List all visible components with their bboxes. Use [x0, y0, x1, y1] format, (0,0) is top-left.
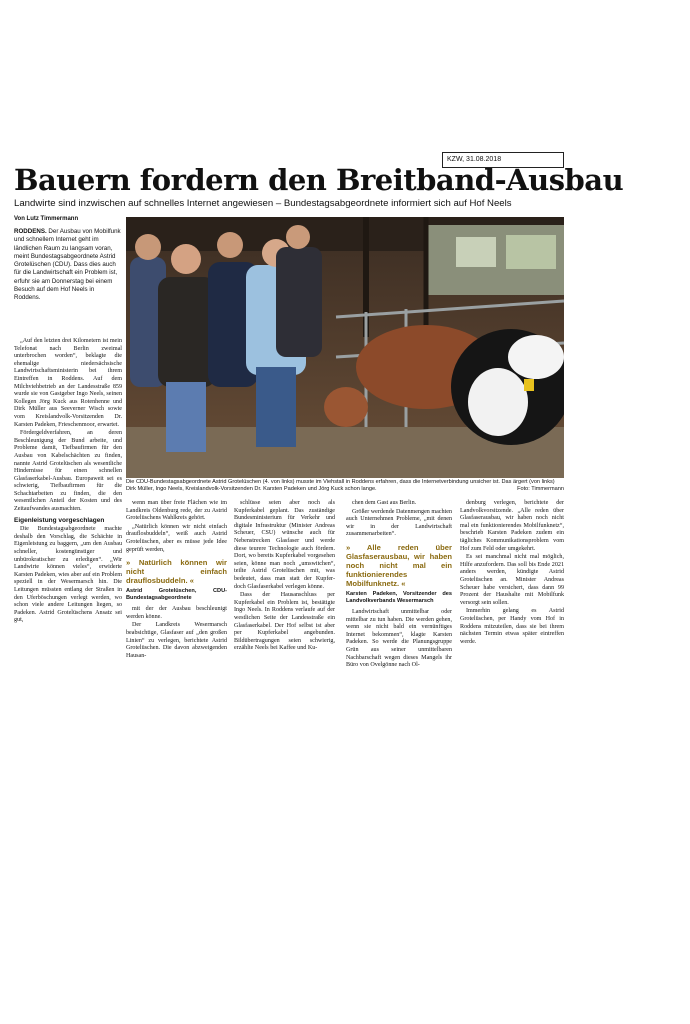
- paragraph: „Natürlich können wir nicht einfach drauflosbuddeln“, weiß auch Astrid Grotelüschen, aber es müsse jede Idee geprüft werden,: [126, 523, 227, 553]
- paragraph: Fördergeldverfahren, an deren Beschleunigung der Bund arbeite, und Probleme damit, Tiefbaufirmen für den Ausbau von Kabelschächten zu finden, nannte Astrid Grotelüschen als wesentliche Hindernisse für einen schnellen Glasfaserkabel-Ausbau. Europaweit sei es schwierig, Tiefbaufirmen für die Schachtarbeiten zu finden, die den wesentlichen Anteil der Kosten und des Zeitaufwandes ausmachten.: [14, 430, 122, 513]
- paragraph: Dass der Hausanschluss per Kupferkabel ein Problem ist, bestätigte Ingo Neels. In Roddens verlaufe auf der westlichen Seite der Landesstraße ein Glasfaserkabel. Der Hof selbst ist aber per Kupferkabel angebunden. Bildübertragungen seien schwierig, erzählte Neels bei Kaffee und Ku-: [234, 592, 335, 652]
- column-4: [346, 500, 452, 671]
- paragraph: Größer werdende Datenmengen machten auch Unternehmen Probleme, „mit denen wir in der Landwirtschaft zusammenarbeiten“.: [346, 508, 452, 538]
- lead-text: Der Ausbau von Mobilfunk und schnellem Internet geht im ländlichen Raum zu langsam voran, meint Bundestagsabgeordnete Astrid Grotelüschen (CDU). Dass dies auch für die Landwirtschaft ein Problem ist, erfuhr sie am Donnerstag bei einem Besuch auf dem Hof Neels in Roddens.: [14, 228, 121, 302]
- paragraph: denburg verlegen, berichtete der Landvolkvorsitzende. „Alle reden über Glasfaserausbau, wir haben noch nicht mal ein funktionierendes Mobilfunknetz“, beschrieb Karsten Padeken zudem ein tägliches Kommunikationsproblem vom Hof zum Feld oder umgekehrt.: [460, 500, 564, 552]
- photo-caption: [126, 479, 564, 493]
- barn-photo-image: [126, 217, 564, 478]
- byline: Von Lutz Timmermann: [14, 216, 79, 222]
- paragraph: Der Landkreis Wesermarsch beabsichtige, Glasfaser auf „den großen Linien“ zu verlegen, berichtete Astrid Grotelüschen. Die davon abzweigenden Hausan-: [126, 622, 227, 659]
- paragraph: Immerhin gelang es Astrid Grotelüschen, per Handy vom Hof in Roddens mitzuteilen, dass sie bei ihrem nächsten Termin etwas später eintreffen werde.: [460, 608, 564, 645]
- column-1: [14, 338, 122, 626]
- photo-credit: Foto: Timmermann: [517, 486, 564, 492]
- paragraph: Die Bundestagsabgeordnete machte deshalb den Vorschlag, die Schächte in Eigenleistung zu baggern, „um den Ausbau schneller, kostengünstiger und unbürokratischer zu erledigen“. „Wir Landwirte können vieles“, erwiderte Karsten Padeken, wies aber auf ein Problem speziell in der Wesermarsch hin. Die Leitungen müssten entlang der Straßen in den Uferböschungen verlegt werden, wo schon viele andere Leitungen liegen, so Padeken. Astrid Grotelüschens Ansatz sei gut,: [14, 526, 122, 624]
- column-5: [460, 500, 564, 647]
- subheading: Eigenleistung vorgeschlagen: [14, 516, 105, 524]
- pull-quote: » Natürlich können wir nicht einfach drauflosbuddeln. «: [126, 558, 227, 586]
- paragraph: Landwirtschaft unmittelbar oder mittelbar zu tun haben. Die werden gehen, wenn sie nicht bald ein vernünftiges Internet bekommen“, klagte Karsten Padeken. So werde die Planungsgruppe Grün aus seiner unmittelbaren Nachbarschaft wegen dieses Mangels ihr Büro von Ovelgönne nach Ol-: [346, 608, 452, 669]
- quote-source: Karsten Padeken, Vorsitzender des Landvolkverbands Wesermarsch: [346, 590, 452, 604]
- article-photo: [126, 217, 564, 478]
- paragraph: schlüsse seien aber noch als Kupferkabel geplant. Das zuständige Bundesministerium für Verkehr und digitale Infrastruktur (Minister Andreas Scheuer, CSU) wünsche auch für Nebenstrecken Glasfaser und werde diese teurere Technologie auch fördern. Dort, wo bereits Kupferkabel vorgesehen seien, könne man noch „umswitchen“, teilte Astrid Grotelüschen mit, was bedeutet, dass man statt der Kupfer- doch Glasfaserkabel verlegen könne.: [234, 500, 335, 590]
- lead-place: RODDENS.: [14, 228, 47, 235]
- pull-quote: » Alle reden über Glasfaserausbau, wir haben noch nicht mal ein funktionierendes Mobilfunknetz. «: [346, 542, 452, 588]
- paragraph: chen dem Gast aus Berlin.: [352, 500, 417, 506]
- caption-text: Die CDU-Bundestagsabgeordnete Astrid Grotelüschen (4. von links) musste im Viehstall in Roddens erfahren, dass die Internetverbindung unsicher ist. Das ärgert (von links) Dirk Müller, Ingo Neels, Kreislandvolk-Vorsitzenden Dr. Karsten Padeken und Jörg Kuck schon lange.: [126, 479, 555, 492]
- paragraph: Es sei manchmal nicht mal möglich, Hilfe anzufordern. Das soll bis Ende 2021 anders werden, kündigte Astrid Grotelüschen an. Minister Andreas Scheuer habe versichert, dass dann 99 Prozent der Haushalte mit Mobilfunk versorgt sein sollen.: [460, 554, 564, 606]
- quote-source: Astrid Grotelüschen, CDU-Bundestagsabgeordnete: [126, 588, 227, 602]
- subheadline: Landwirte sind inzwischen auf schnelles Internet angewiesen – Bundestagsabgeordnete informiert sich auf Hof Neels: [14, 198, 512, 209]
- paragraph: „Auf den letzten drei Kilometern ist mein Telefonat nach Berlin zweimal unterbrochen worden“, beklagte die ehemalige niedersächsische Landwirtschaftsministerin bei ihrem Eintreffen in Roddens. Auf dem Milchviehbetrieb an der Landesstraße 859 wurde sie von Gastgeber Ingo Neels, seinen Kollegen Jörg Kuck aus Rotenhenne und Dirk Müller aus Seeverner Wisch sowie vom Kreislandvolk-Vorsitzenden Dr. Karsten Padeken, Frieschenmoor, erwartet.: [14, 338, 122, 428]
- headline: Bauern fordern den Breitband-Ausbau: [14, 163, 624, 197]
- column-3: [234, 500, 335, 654]
- dateline: KZW, 31.08.2018: [442, 152, 564, 168]
- column-2: [126, 500, 227, 661]
- paragraph: mit der der Ausbau beschleunigt werden könne.: [126, 606, 227, 620]
- lead-paragraph: [14, 228, 121, 303]
- paragraph: wenn man über freie Flächen wie im Landkreis Oldenburg rede, der zu Astrid Grotelüschens Wahlkreis gehört.: [126, 500, 227, 522]
